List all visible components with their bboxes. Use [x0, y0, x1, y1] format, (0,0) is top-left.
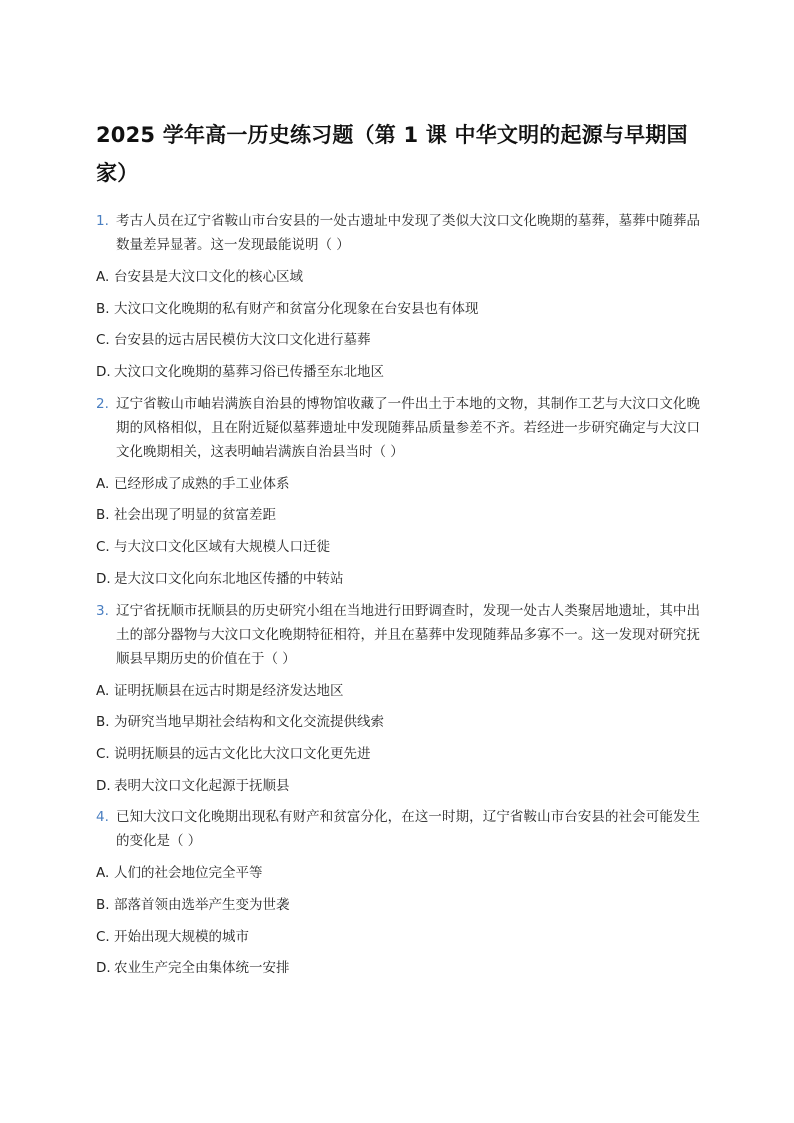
option-b	[96, 503, 700, 527]
option-text: 大汶口文化晚期的墓葬习俗已传播至东北地区	[114, 364, 384, 381]
option-text: 为研究当地早期社会结构和文化交流提供线索	[114, 714, 384, 731]
option-c	[96, 535, 700, 559]
option-a	[96, 861, 700, 885]
question-stem	[96, 599, 700, 671]
option-letter: A.	[96, 269, 110, 285]
option-text: 证明抚顺县在远古时期是经济发达地区	[114, 682, 344, 699]
option-text: 开始出现大规模的城市	[114, 928, 249, 945]
question-number: 4.	[96, 809, 109, 826]
option-letter: C.	[96, 332, 110, 349]
question-text: 已知大汶口文化晚期出现私有财产和贫富分化，在这一时期，辽宁省鞍山市台安县的社会可能发生的变化是（ ）	[116, 809, 700, 850]
option-a	[96, 472, 700, 496]
option-text: 农业生产完全由集体统一安排	[114, 960, 290, 977]
option-letter: D.	[96, 364, 111, 381]
question-3	[96, 599, 700, 798]
option-letter: B.	[96, 300, 110, 317]
option-c	[96, 328, 700, 352]
option-letter: A.	[96, 475, 110, 492]
option-letter: D.	[96, 960, 111, 977]
option-d	[96, 567, 700, 591]
option-letter: C.	[96, 539, 110, 556]
option-text: 与大汶口文化区域有大规模人口迁徙	[114, 539, 330, 556]
question-stem	[96, 209, 700, 257]
option-text: 已经形成了成熟的手工业体系	[114, 475, 290, 492]
option-text: 大汶口文化晚期的私有财产和贫富分化现象在台安县也有体现	[114, 300, 479, 317]
option-d	[96, 360, 700, 384]
question-number: 1.	[96, 213, 109, 229]
question-text: 辽宁省鞍山市岫岩满族自治县的博物馆收藏了一件出土于本地的文物，其制作工艺与大汶口文化晚期的风格相似，且在附近疑似墓葬遗址中发现随葬品质量参差不齐。若经进一步研究确定与大汶口文化晚期相关，这表明岫岩满族自治县当时（ ）	[116, 395, 700, 460]
question-stem	[96, 392, 700, 464]
question-1	[96, 209, 700, 384]
question-number: 2.	[96, 395, 109, 412]
question-4	[96, 805, 700, 980]
option-c	[96, 925, 700, 949]
option-text: 社会出现了明显的贫富差距	[114, 507, 276, 524]
option-text: 是大汶口文化向东北地区传播的中转站	[114, 570, 344, 587]
option-letter: C.	[96, 745, 110, 762]
option-letter: B.	[96, 507, 110, 524]
option-letter: B.	[96, 896, 110, 913]
option-letter: B.	[96, 714, 110, 731]
option-text: 人们的社会地位完全平等	[114, 865, 263, 882]
option-text: 台安县的远古居民模仿大汶口文化进行墓葬	[114, 332, 371, 349]
question-number: 3.	[96, 602, 109, 619]
question-stem	[96, 805, 700, 853]
option-letter: D.	[96, 777, 111, 794]
document-page	[96, 116, 700, 988]
option-a	[96, 265, 700, 289]
document-title: 2025 学年高一历史练习题（第 1 课 中华文明的起源与早期国家）	[96, 123, 688, 185]
option-d	[96, 956, 700, 980]
option-b	[96, 893, 700, 917]
question-text: 考古人员在辽宁省鞍山市台安县的一处古遗址中发现了类似大汶口文化晚期的墓葬，墓葬中随葬品数量差异显著。这一发现最能说明（ ）	[116, 213, 700, 253]
option-letter: C.	[96, 928, 110, 945]
option-c	[96, 742, 700, 766]
option-a	[96, 679, 700, 703]
option-letter: D.	[96, 570, 111, 587]
question-2	[96, 392, 700, 591]
option-b	[96, 297, 700, 321]
option-d	[96, 774, 700, 798]
option-b	[96, 710, 700, 734]
question-text: 辽宁省抚顺市抚顺县的历史研究小组在当地进行田野调查时，发现一处古人类聚居地遗址，其中出土的部分器物与大汶口文化晚期特征相符，并且在墓葬中发现随葬品多寡不一。这一发现对研究抚顺县早期历史的价值在于（ ）	[116, 602, 700, 667]
option-letter: A.	[96, 682, 110, 699]
option-text: 说明抚顺县的远古文化比大汶口文化更先进	[114, 745, 371, 762]
option-text: 部落首领由选举产生变为世袭	[114, 896, 290, 913]
option-text: 台安县是大汶口文化的核心区域	[114, 269, 303, 285]
option-letter: A.	[96, 865, 110, 882]
option-text: 表明大汶口文化起源于抚顺县	[114, 777, 290, 794]
